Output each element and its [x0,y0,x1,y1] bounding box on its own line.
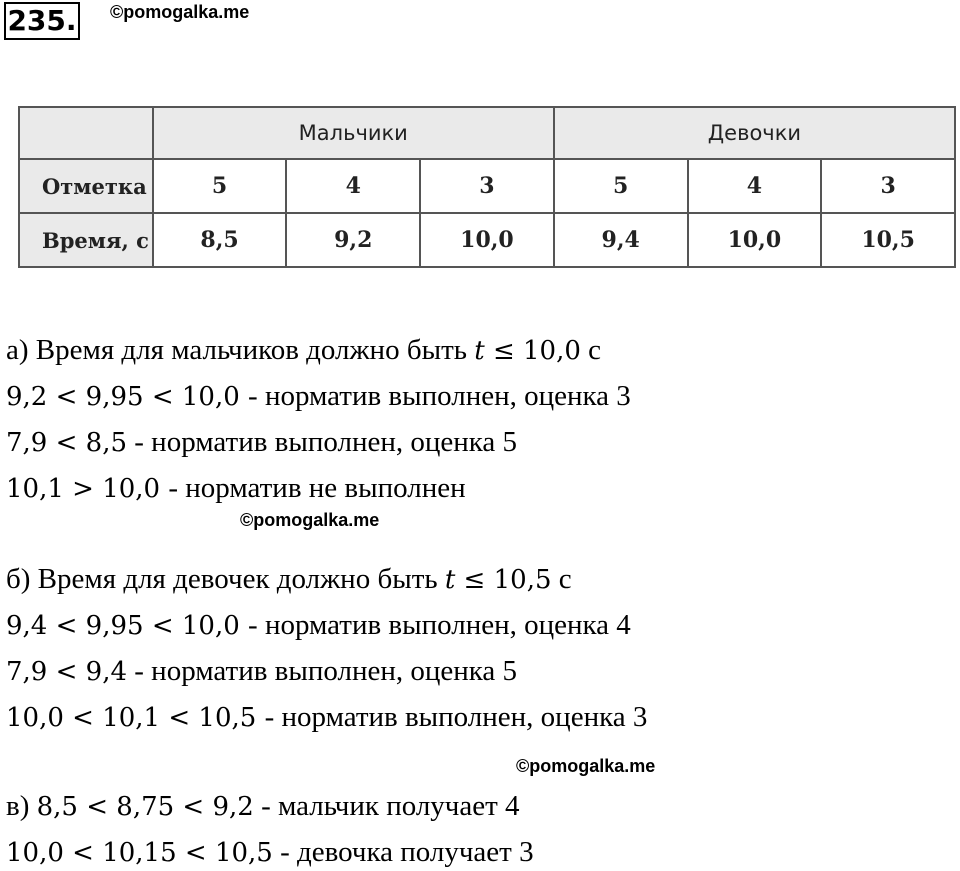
time-cell: 10,0 [688,213,822,267]
part-a-unit: с [580,334,602,366]
part-a-condition [6,332,601,369]
part-a-intro: а) Время для мальчиков должно быть [6,334,467,366]
part-c-line [6,788,520,825]
time-cell: 10,0 [420,213,554,267]
row-label-grade: Отметка [19,159,153,213]
part-b-line [6,653,517,690]
inequality: 8,5 < 8,75 < 9,2 [36,792,254,822]
conclusion: - норматив выполнен, оценка 3 [264,701,648,733]
watermark-middle: ©pomogalka.me [240,510,380,530]
inequality: 9,4 < 9,95 < 10,0 [6,611,249,641]
part-a-line [6,470,466,507]
part-a-bound: ≤ 10,0 [484,336,581,366]
time-cell: 10,5 [821,213,955,267]
time-cell: 8,5 [153,213,287,267]
part-c-prefix: в) [6,790,37,822]
part-b-bound: ≤ 10,5 [455,565,552,595]
grade-cell: 5 [554,159,688,213]
task-number: 235. [4,2,80,40]
time-variable: t [444,565,456,595]
table-corner-cell [19,107,153,159]
grade-cell: 3 [821,159,955,213]
header-boys: Мальчики [153,107,554,159]
conclusion: - мальчик получает 4 [253,790,520,822]
time-cell: 9,4 [554,213,688,267]
inequality: 10,0 < 10,15 < 10,5 [6,838,273,868]
inequality: 10,1 > 10,0 [6,474,169,504]
conclusion: - норматив выполнен, оценка 5 [127,655,518,687]
table-row-grades [19,159,955,213]
grade-cell: 4 [688,159,822,213]
part-a-line [6,424,517,461]
row-label-time: Время, с [19,213,153,267]
header-girls: Девочки [554,107,955,159]
part-b-line [6,699,647,736]
conclusion: - норматив выполнен, оценка 4 [248,609,631,641]
conclusion: - норматив выполнен, оценка 5 [127,426,518,458]
conclusion: - девочка получает 3 [272,836,534,868]
part-b-math [445,565,552,595]
part-c-line [6,834,534,871]
inequality: 7,9 < 8,5 [6,428,128,458]
grade-cell: 3 [420,159,554,213]
conclusion: - норматив не выполнен [168,472,466,504]
part-b-line [6,607,631,644]
watermark-top: ©pomogalka.me [110,2,250,22]
grade-cell: 5 [153,159,287,213]
part-b-unit: с [551,563,572,595]
part-a-math [474,336,581,366]
conclusion: - норматив выполнен, оценка 3 [248,380,631,412]
inequality: 7,9 < 9,4 [6,657,128,687]
inequality: 9,2 < 9,95 < 10,0 [6,382,249,412]
watermark-bottom: ©pomogalka.me [516,756,656,776]
part-a-line [6,378,631,415]
inequality: 10,0 < 10,1 < 10,5 [6,703,265,733]
results-table [18,106,956,268]
part-b-condition [6,561,572,598]
table-header-row [19,107,955,159]
time-cell: 9,2 [286,213,420,267]
grade-cell: 4 [286,159,420,213]
time-variable: t [474,336,485,366]
part-b-intro: б) Время для девочек должно быть [6,563,438,595]
table-row-times [19,213,955,267]
